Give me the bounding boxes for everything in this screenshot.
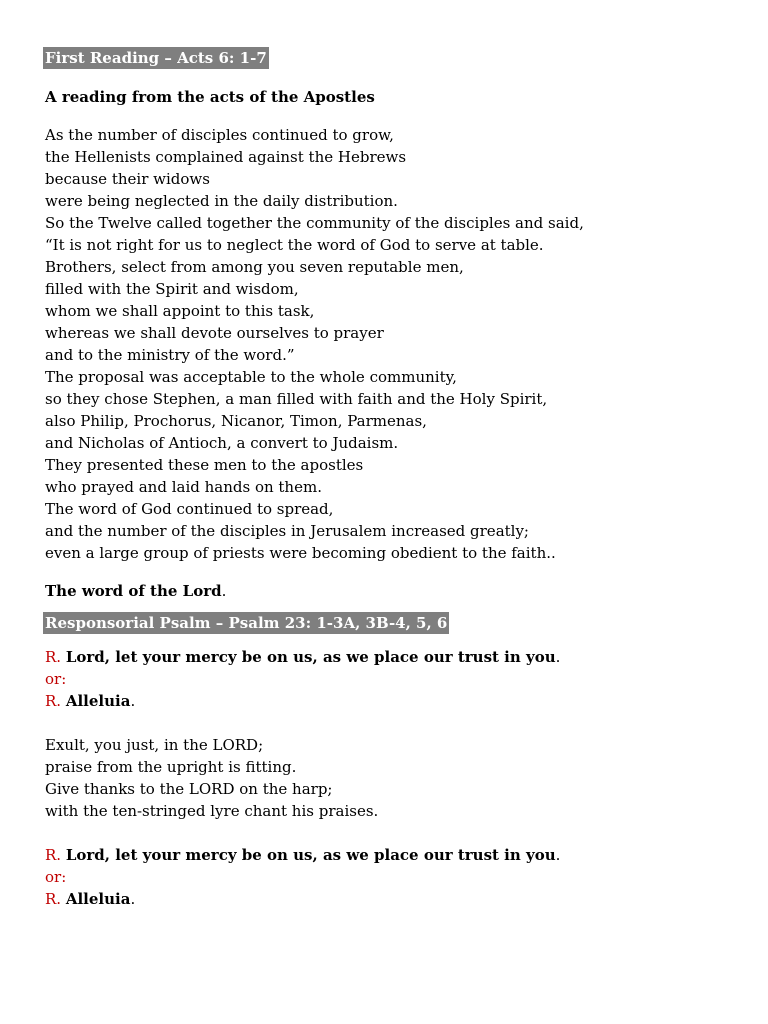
first-reading-section (45, 47, 745, 602)
response-line (45, 844, 745, 866)
reading-line: who prayed and laid hands on them. (45, 478, 322, 496)
response-punct: . (555, 648, 561, 666)
response-text: Lord, let your mercy be on us, as we place our trust in you (65, 846, 556, 864)
closing-text: The word of the Lord (45, 582, 222, 600)
response-block-2 (45, 844, 745, 910)
r-marker: R. (45, 846, 62, 864)
verse-line: with the ten-stringed lyre chant his praises. (45, 802, 379, 820)
reading-line: The proposal was acceptable to the whole community, (45, 368, 457, 386)
closing-punct: . (221, 582, 227, 600)
psalm-heading: Responsorial Psalm – Psalm 23: 1-3A, 3B-4, 5, 6 (45, 614, 448, 632)
reading-line: As the number of disciples continued to grow, (45, 126, 394, 144)
response-block-1 (45, 646, 745, 712)
reading-line: “It is not right for us to neglect the word of God to serve at table. (45, 236, 544, 254)
verse-line: Exult, you just, in the LORD; (45, 736, 264, 754)
reading-line: also Philip, Prochorus, Nicanor, Timon, Parmenas, (45, 412, 427, 430)
alleluia-punct: . (130, 692, 136, 710)
reading-subtitle: A reading from the acts of the Apostles (45, 88, 375, 106)
reading-line: and to the ministry of the word.” (45, 346, 295, 364)
reading-line: were being neglected in the daily distribution. (45, 192, 398, 210)
reading-closing (45, 580, 745, 602)
alleluia-text: Alleluia (65, 692, 131, 710)
response-line (45, 646, 745, 668)
lectionary-page (45, 47, 745, 910)
reading-line: So the Twelve called together the community of the disciples and said, (45, 214, 584, 232)
alleluia-line (45, 888, 745, 910)
r-marker: R. (45, 692, 62, 710)
reading-line: Brothers, select from among you seven reputable men, (45, 258, 464, 276)
r-marker: R. (45, 648, 62, 666)
alleluia-line (45, 690, 745, 712)
psalm-section (45, 612, 745, 910)
reading-line: and the number of the disciples in Jerusalem increased greatly; (45, 522, 529, 540)
first-reading-heading: First Reading – Acts 6: 1-7 (45, 49, 267, 67)
verse-line: Give thanks to the LORD on the harp; (45, 780, 333, 798)
r-marker: R. (45, 890, 62, 908)
or-label: or: (45, 670, 67, 688)
alleluia-text: Alleluia (65, 890, 131, 908)
reading-line: whom we shall appoint to this task, (45, 302, 315, 320)
psalm-verse (45, 734, 745, 822)
reading-line: so they chose Stephen, a man filled with faith and the Holy Spirit, (45, 390, 548, 408)
reading-line: They presented these men to the apostles (45, 456, 364, 474)
or-label: or: (45, 868, 67, 886)
response-text: Lord, let your mercy be on us, as we place our trust in you (65, 648, 556, 666)
reading-line: and Nicholas of Antioch, a convert to Judaism. (45, 434, 399, 452)
reading-text (45, 124, 745, 564)
reading-line: The word of God continued to spread, (45, 500, 334, 518)
reading-line: because their widows (45, 170, 210, 188)
reading-line: filled with the Spirit and wisdom, (45, 280, 299, 298)
reading-line: the Hellenists complained against the Hebrews (45, 148, 407, 166)
reading-line: whereas we shall devote ourselves to prayer (45, 324, 384, 342)
reading-line: even a large group of priests were becoming obedient to the faith.. (45, 544, 556, 562)
response-punct: . (555, 846, 561, 864)
alleluia-punct: . (130, 890, 136, 908)
verse-line: praise from the upright is fitting. (45, 758, 297, 776)
